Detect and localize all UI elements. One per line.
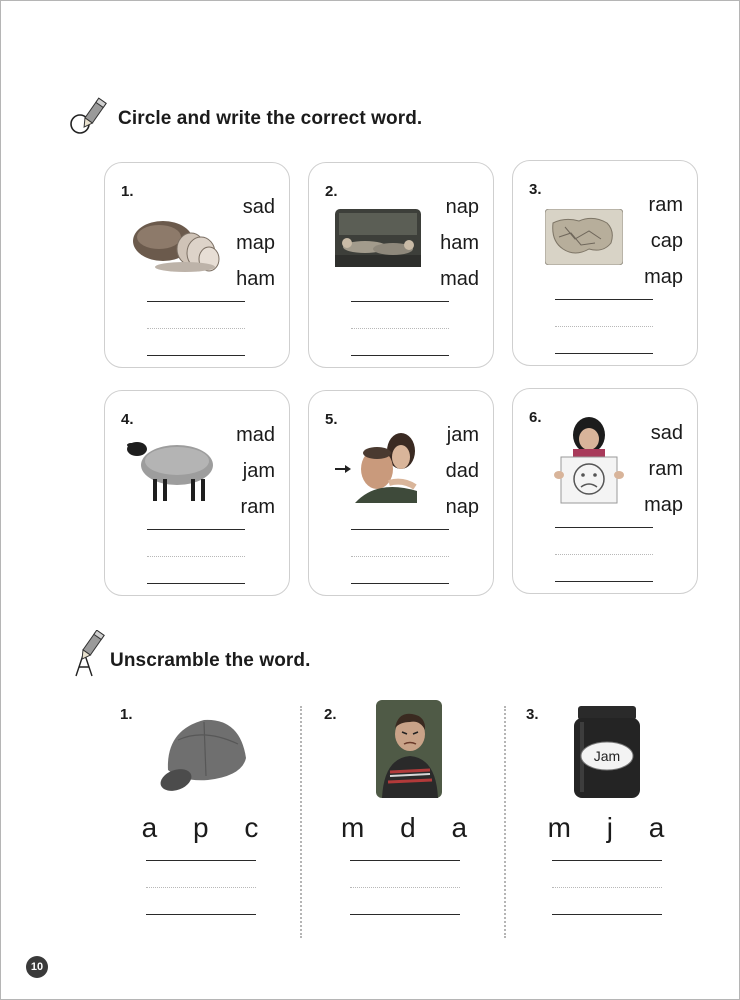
card-2 bbox=[308, 162, 494, 368]
answer-line[interactable] bbox=[147, 355, 245, 356]
answer-line[interactable] bbox=[351, 529, 449, 530]
word-choices bbox=[236, 189, 275, 297]
word-option[interactable]: map bbox=[236, 232, 275, 254]
answer-line[interactable] bbox=[146, 914, 256, 915]
word-option[interactable]: jam bbox=[242, 460, 275, 482]
answer-line[interactable] bbox=[351, 301, 449, 302]
card-number: 3. bbox=[529, 181, 542, 198]
section-1-header bbox=[68, 96, 422, 141]
unscramble-item-1 bbox=[102, 700, 302, 940]
answer-line[interactable] bbox=[555, 299, 653, 300]
unscramble-item-3 bbox=[508, 700, 708, 940]
guide-line bbox=[555, 326, 653, 327]
word-option[interactable]: mad bbox=[236, 424, 275, 446]
card-1 bbox=[104, 162, 290, 368]
guide-line bbox=[350, 887, 460, 888]
item-number: 2. bbox=[324, 706, 337, 723]
item-number: 1. bbox=[120, 706, 133, 723]
card-number: 5. bbox=[325, 411, 338, 428]
guide-line bbox=[555, 554, 653, 555]
answer-line[interactable] bbox=[555, 353, 653, 354]
word-option[interactable]: ham bbox=[236, 268, 275, 290]
word-option[interactable]: map bbox=[644, 266, 683, 288]
card-number: 6. bbox=[529, 409, 542, 426]
unscramble-item-2 bbox=[306, 700, 506, 940]
word-option[interactable]: mad bbox=[440, 268, 479, 290]
jar-label: Jam bbox=[593, 748, 621, 764]
guide-line bbox=[552, 887, 662, 888]
girl-sad-face-image bbox=[549, 413, 643, 483]
scrambled-letters: a p c bbox=[141, 812, 273, 843]
pencil-letter-icon bbox=[70, 630, 106, 683]
map-image bbox=[545, 209, 639, 279]
scrambled-letters: m d a bbox=[340, 812, 482, 843]
word-option[interactable]: ram bbox=[648, 458, 683, 480]
guide-line bbox=[147, 328, 245, 329]
guide-line bbox=[147, 556, 245, 557]
card-number: 4. bbox=[121, 411, 134, 428]
card-5 bbox=[308, 390, 494, 596]
item-number: 3. bbox=[526, 706, 539, 723]
answer-line[interactable] bbox=[555, 527, 653, 528]
sliced-ham-image bbox=[129, 207, 223, 277]
word-choices bbox=[446, 417, 479, 525]
word-option[interactable]: ram bbox=[240, 496, 275, 518]
section-2-header bbox=[70, 630, 311, 683]
card-number: 1. bbox=[121, 183, 134, 200]
answer-line[interactable] bbox=[552, 860, 662, 861]
people-napping-image bbox=[335, 209, 429, 279]
word-choices bbox=[440, 189, 479, 297]
word-option[interactable]: nap bbox=[445, 196, 479, 218]
word-option[interactable]: nap bbox=[445, 496, 479, 518]
mad-boy-image bbox=[376, 700, 442, 798]
page-number-badge: 10 bbox=[26, 956, 48, 978]
card-3 bbox=[512, 160, 698, 366]
section-1-title: Circle and write the correct word. bbox=[118, 107, 423, 129]
answer-line[interactable] bbox=[147, 301, 245, 302]
guide-line bbox=[146, 887, 256, 888]
card-4 bbox=[104, 390, 290, 596]
jam-jar-image bbox=[572, 706, 642, 800]
card-6 bbox=[512, 388, 698, 594]
answer-line[interactable] bbox=[351, 583, 449, 584]
word-choices bbox=[644, 415, 683, 523]
answer-line[interactable] bbox=[350, 914, 460, 915]
answer-line[interactable] bbox=[552, 914, 662, 915]
scrambled-letters: m j a bbox=[547, 812, 679, 843]
word-option[interactable]: sad bbox=[242, 196, 275, 218]
word-option[interactable]: map bbox=[644, 494, 683, 516]
word-choices bbox=[644, 187, 683, 295]
card-number: 2. bbox=[325, 183, 338, 200]
answer-line[interactable] bbox=[350, 860, 460, 861]
pencil-circle-icon bbox=[68, 96, 108, 141]
guide-line bbox=[351, 556, 449, 557]
cap-image bbox=[158, 710, 258, 810]
column-divider bbox=[504, 706, 506, 938]
word-option[interactable]: cap bbox=[650, 230, 683, 252]
guide-line bbox=[351, 328, 449, 329]
ram-sheep-image bbox=[123, 433, 217, 503]
word-option[interactable]: jam bbox=[446, 424, 479, 446]
column-divider bbox=[300, 706, 302, 938]
section-2-title: Unscramble the word. bbox=[110, 649, 311, 671]
word-option[interactable]: ham bbox=[440, 232, 479, 254]
word-option[interactable]: ram bbox=[648, 194, 683, 216]
answer-line[interactable] bbox=[351, 355, 449, 356]
dad-and-child-image bbox=[331, 425, 425, 495]
word-option[interactable]: dad bbox=[445, 460, 479, 482]
answer-line[interactable] bbox=[555, 581, 653, 582]
word-option[interactable]: sad bbox=[650, 422, 683, 444]
answer-line[interactable] bbox=[146, 860, 256, 861]
answer-line[interactable] bbox=[147, 529, 245, 530]
word-choices bbox=[236, 417, 275, 525]
answer-line[interactable] bbox=[147, 583, 245, 584]
